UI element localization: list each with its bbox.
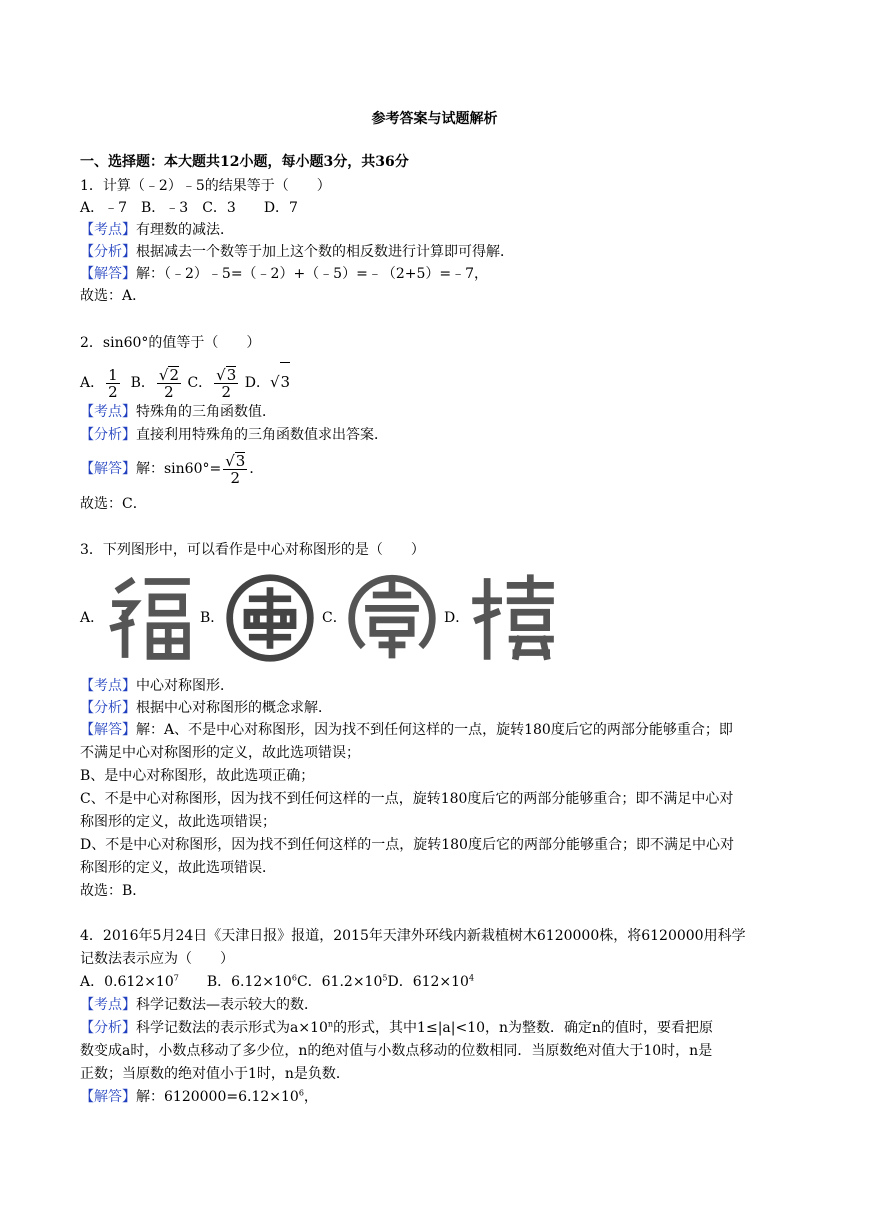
fraction-sqrt3-half: $\frac{√3}{2}$	[216, 366, 237, 401]
seal-a-icon	[102, 570, 198, 666]
q3-opt-a: A．	[80, 610, 105, 626]
q2-options: A． $\frac{1}{2}$ B． $\frac{√2}{2}$ C． $\frac{√3}{2}$ D．√3	[80, 362, 290, 402]
q3-jieda-2: 不满足中心对称图形的定义，故此选项错误；	[80, 745, 360, 761]
q4-fenxi-1: 【分析】科学记数法的表示形式为$a\times 10^n$的形式，其中1≤|a|<10，n为整数．确定n的值时，要看把原	[80, 1019, 714, 1036]
q4-stem-1: 4．2016年5月24日《天津日报》报道，2015年天津外环线内新栽植树木6120000株，将6120000用科学	[80, 928, 746, 944]
q1-answer: 故选：A．	[80, 288, 147, 304]
q4-fenxi-3: 正数；当原数的绝对值小于1时，n是负数．	[80, 1066, 350, 1082]
q3-line-b: B、是中心对称图形，故此选项正确；	[80, 768, 315, 784]
seal-b-icon	[222, 570, 318, 666]
q3-jieda-1: 【解答】解：A、不是中心对称图形，因为找不到任何这样的一点，旋转180度后它的两部分能够重合；即	[80, 722, 733, 738]
q1-jieda: 【解答】解：（﹣2）﹣5=（﹣2）+（﹣5）=﹣（2+5）=﹣7，	[80, 266, 489, 282]
q2-jieda: 【解答】解：sin60°= $\frac{√3}{2}$ ．	[80, 452, 264, 487]
q1-stem: 1．计算（﹣2）﹣5的结果等于（ ）	[80, 178, 331, 194]
q3-opt-b: B．	[200, 610, 225, 626]
page-title: 参考答案与试题解析	[371, 111, 498, 127]
q2-kaodian: 【考点】特殊角的三角函数值．	[80, 404, 276, 420]
q3-line-d1: D、不是中心对称图形，因为找不到任何这样的一点，旋转180度后它的两部分能够重合；即不满足中心对	[80, 837, 734, 853]
fraction-one-half: $\frac{1}{2}$	[108, 365, 118, 401]
q2-stem: 2．sin60°的值等于（ ）	[80, 335, 261, 351]
q3-opt-c: C．	[322, 610, 347, 626]
q4-jieda: 【解答】解：$6120000=6.12\times 10^6$，	[80, 1088, 318, 1105]
q1-fenxi: 【分析】根据减去一个数等于加上这个数的相反数进行计算即可得解．	[80, 244, 514, 260]
fraction-sqrt2-half: $\frac{√2}{2}$	[158, 366, 179, 401]
q2-fenxi: 【分析】直接利用特殊角的三角函数值求出答案．	[80, 427, 388, 443]
q3-line-c2: 称图形的定义，故此选项错误；	[80, 814, 276, 830]
sqrt3: √3	[270, 373, 290, 391]
q3-opt-d: D．	[444, 610, 470, 626]
q4-kaodian: 【考点】科学记数法—表示较大的数．	[80, 997, 318, 1013]
q3-line-c1: C、不是中心对称图形，因为找不到任何这样的一点，旋转180度后它的两部分能够重合；即不满足中心对	[80, 791, 734, 807]
q4-options: A．$0.612\times 10^7$ B．$6.12\times 10^6C$．$61.2\times 10^5D$．$612\times 10^4$	[80, 973, 475, 990]
q1-options: A．﹣7 B．﹣3 C．3 D．7	[80, 200, 298, 216]
q1-kaodian: 【考点】有理数的减法．	[80, 222, 234, 238]
q3-line-d2: 称图形的定义，故此选项错误．	[80, 860, 276, 876]
q4-stem-2: 记数法表示应为（ ）	[80, 951, 234, 967]
q3-kaodian: 【考点】中心对称图形．	[80, 678, 234, 694]
q4-fenxi-2: 数变成a时，小数点移动了多少位，n的绝对值与小数点移动的位数相同．当原数绝对值大于10时，n是	[80, 1043, 713, 1059]
q3-answer: 故选：B．	[80, 883, 147, 899]
q2-answer: 故选：C．	[80, 496, 147, 512]
seal-c-icon	[344, 570, 440, 666]
section-heading: 一、选择题：本大题共12小题，每小题3分，共36分	[80, 154, 409, 170]
seal-d-icon	[466, 570, 562, 666]
q3-fenxi: 【分析】根据中心对称图形的概念求解．	[80, 700, 332, 716]
q3-stem: 3．下列图形中，可以看作是中心对称图形的是（ ）	[80, 542, 425, 558]
